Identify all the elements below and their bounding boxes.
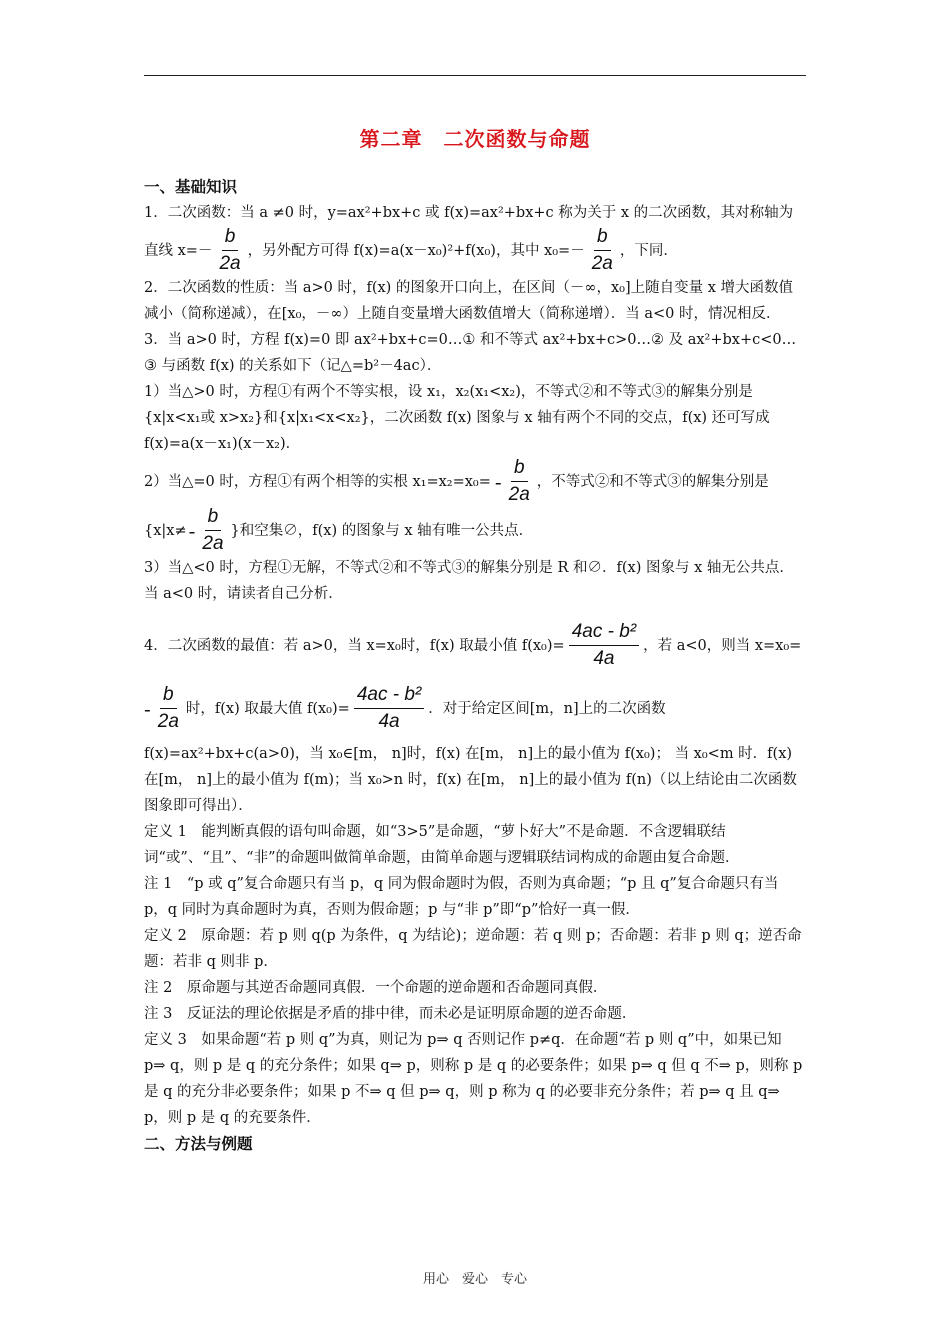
fraction-denominator: 2a xyxy=(508,484,530,505)
fraction-numerator: 4ac - b² xyxy=(354,684,424,709)
fraction-b-over-2a xyxy=(199,506,226,555)
note-1: 注 1 “p 或 q”复合命题只有当 p，q 同为假命题时为假，否则为真命题；“p 且 q”复合命题只有当 p，q 同时为真命题时为真，否则为假命题；p 与“非 p”即“p”恰好一真一假． xyxy=(144,876,779,918)
para-3-case-2-line-1 xyxy=(144,457,806,506)
fraction-denominator: 4a xyxy=(593,648,615,669)
para-1-text-c: ，下同． xyxy=(619,242,678,259)
case-2-text-d: }和空集∅，f(x) 的图象与 x 轴有唯一公共点． xyxy=(230,522,534,539)
para-4-line-1 xyxy=(144,621,806,670)
minus-sign: - xyxy=(144,696,151,721)
para-3-case-2-line-2 xyxy=(144,506,806,555)
para-4-text-d: ．对于给定区间[m，n]上的二次函数 xyxy=(428,700,666,717)
para-4-text-c: 时，f(x) 取最大值 f(x₀)= xyxy=(185,700,350,717)
fraction-b-over-2a xyxy=(506,457,533,506)
fraction-min-value xyxy=(569,621,639,670)
case-2-text-b: ，不等式②和不等式③的解集分别是 xyxy=(536,473,769,490)
fraction-numerator: b xyxy=(160,684,177,709)
fraction-b-over-2a xyxy=(216,226,243,275)
para-1-line-2 xyxy=(144,226,806,275)
para-1-text-b: ，另外配方可得 f(x)=a(x－x₀)²+f(x₀)，其中 x₀=－ xyxy=(247,242,585,259)
section-heading-basics: 一、基础知识 xyxy=(144,178,238,196)
fraction-b-over-2a xyxy=(155,684,182,733)
section-heading-methods: 二、方法与例题 xyxy=(144,1135,253,1153)
fraction-numerator: 4ac - b² xyxy=(569,621,639,646)
chapter-title: 第二章 二次函数与命题 xyxy=(359,127,591,151)
document-body xyxy=(144,174,806,1157)
fraction-denominator: 2a xyxy=(219,253,241,274)
para-4-text-b: ，若 a<0，则当 x=x₀= xyxy=(643,637,802,654)
note-2: 注 2 原命题与其逆否命题同真假．一个命题的逆命题和否命题同真假． xyxy=(144,980,608,996)
fraction-max-value xyxy=(354,684,424,733)
definition-2: 定义 2 原命题：若 p 则 q(p 为条件，q 为结论)；逆命题：若 q 则 p；否命题：若非 p 则 q；逆否命题：若非 q 则非 p． xyxy=(144,928,802,970)
para-3-case-3: 3）当△<0 时，方程①无解，不等式②和不等式③的解集分别是 R 和∅．f(x) 图象与 x 轴无公共点． xyxy=(144,560,794,576)
case-2-text-c: {x|x≠ xyxy=(144,522,187,539)
fraction-numerator: b xyxy=(205,506,222,531)
para-3-case-1: 1）当△>0 时，方程①有两个不等实根，设 x₁，x₂(x₁<x₂)，不等式②和不等式③的解集分别是{x|x<x₁或 x>x₂}和{x|x₁<x<x₂}，二次函数 f(x) 图象与 x 轴有两个不同的交点，f(x) 还可写成 f(x)=a(x－x₁)(x－x₂)． xyxy=(144,384,770,452)
definition-3: 定义 3 如果命题“若 p 则 q”为真，则记为 p⇒ q 否则记作 p≠q．在命题“若 p 则 q”中，如果已知 p⇒ q，则 p 是 q 的充分条件；如果 q⇒ p，则称 p 是 q 的必要条件；如果 p⇒ q 但 q 不⇒ p，则称 p 是 q 的充分非必要条件；如果 p 不⇒ q 但 p⇒ q，则 p 称为 q 的必要非充分条件；若 p⇒ q 且 q⇒ p，则 p 是 q 的充要条件． xyxy=(144,1032,803,1126)
para-1-text-a: 直线 x=－ xyxy=(144,242,213,259)
para-4-interval: f(x)=ax²+bx+c(a>0)，当 x₀∈[m， n]时，f(x) 在[m， n]上的最小值为 f(x₀)； 当 x₀<m 时．f(x) 在[m， n]上的最小值为 f(m)；当 x₀>n 时，f(x) 在[m， n]上的最小值为 f(n)（以上结论由二次函数图象即可得出）． xyxy=(144,746,797,814)
fraction-numerator: b xyxy=(594,226,611,251)
note-3: 注 3 反证法的理论依据是矛盾的排中律，而未必是证明原命题的逆否命题． xyxy=(144,1006,637,1022)
fraction-b-over-2a xyxy=(589,226,616,275)
para-2: 2．二次函数的性质：当 a>0 时，f(x) 的图象开口向上，在区间（－∞，x₀]上随自变量 x 增大函数值减小（简称递减），在[x₀，－∞）上随自变量增大函数值增大（简称递增）．当 a<0 时，情况相反． xyxy=(144,280,794,322)
fraction-denominator: 2a xyxy=(591,253,613,274)
fraction-denominator: 4a xyxy=(378,711,400,732)
para-3: 3．当 a>0 时，方程 f(x)=0 即 ax²+bx+c=0…① 和不等式 ax²+bx+c>0…② 及 ax²+bx+c<0…③ 与函数 f(x) 的关系如下（记△=b²－4ac）． xyxy=(144,332,797,374)
definition-1: 定义 1 能判断真假的语句叫命题，如“3>5”是命题，“萝卜好大”不是命题．不含逻辑联结词“或”、“且”、“非”的命题叫做简单命题，由简单命题与逻辑联结词构成的命题由复合命题． xyxy=(144,824,740,866)
para-3-case-4: 当 a<0 时，请读者自己分析． xyxy=(144,586,343,602)
para-4-line-2 xyxy=(144,684,806,733)
fraction-numerator: b xyxy=(511,457,528,482)
fraction-denominator: 2a xyxy=(157,711,179,732)
header-rule xyxy=(144,75,806,76)
page-footer: 用心 爱心 专心 xyxy=(422,1272,527,1287)
minus-sign: - xyxy=(188,518,196,543)
para-4-text-a: 4．二次函数的最值：若 a>0，当 x=x₀时，f(x) 取最小值 f(x₀)= xyxy=(144,637,565,654)
minus-sign: - xyxy=(494,469,502,494)
fraction-numerator: b xyxy=(222,226,239,251)
fraction-denominator: 2a xyxy=(202,533,224,554)
para-1-line-1: 1．二次函数：当 a ≠0 时，y=ax²+bx+c 或 f(x)=ax²+bx+c 称为关于 x 的二次函数，其对称轴为 xyxy=(144,205,794,221)
case-2-text-a: 2）当△=0 时，方程①有两个相等的实根 x₁=x₂=x₀= xyxy=(144,473,491,490)
